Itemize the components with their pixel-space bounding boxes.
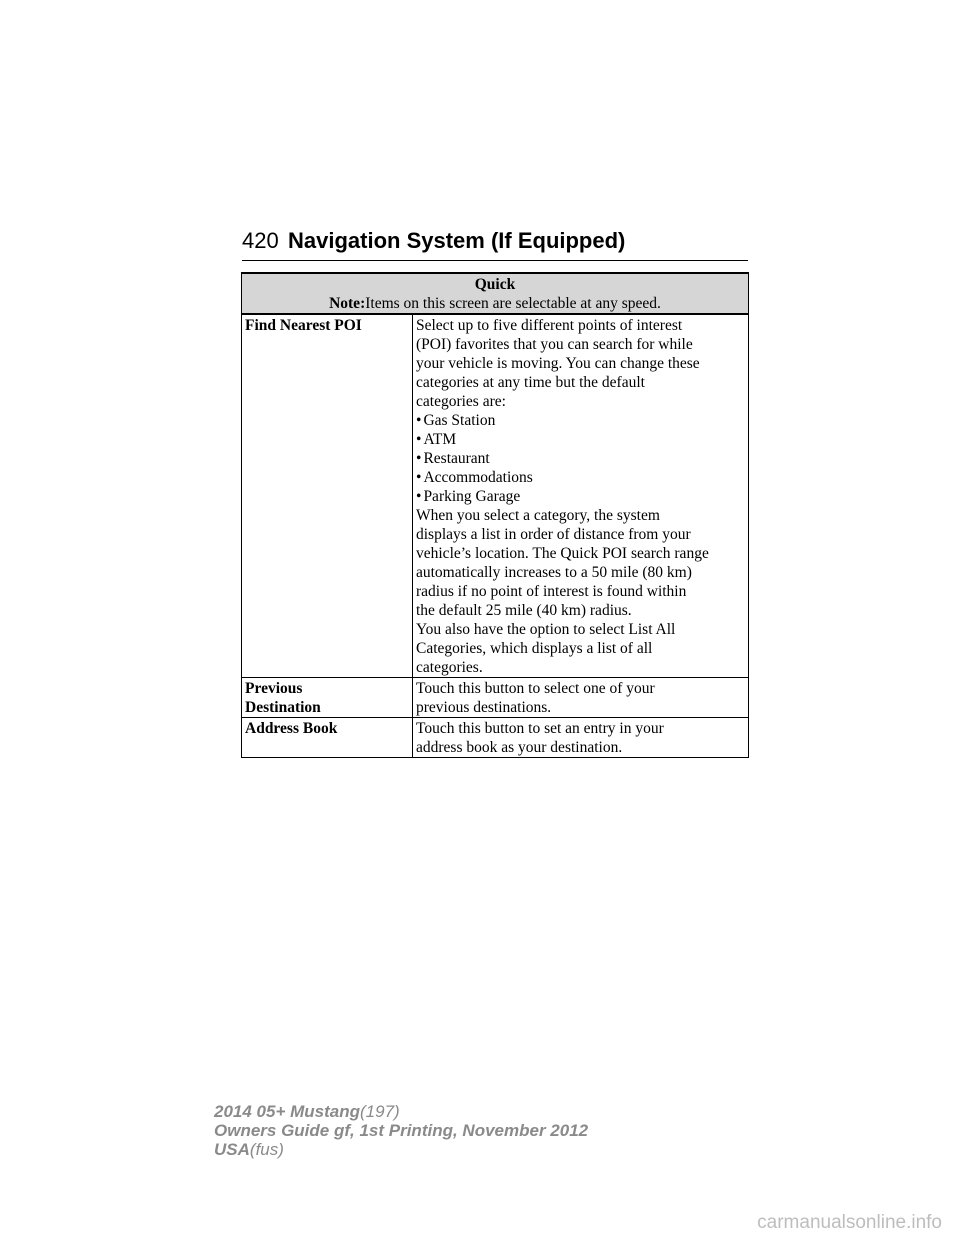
bullet-item: [416, 411, 745, 430]
desc-line: Touch this button to select one of your: [416, 680, 655, 697]
desc-line: Touch this button to set an entry in your: [416, 720, 664, 737]
desc-find-nearest-poi: [413, 314, 749, 678]
desc-line: You also have the option to select List All: [416, 621, 676, 638]
bullet-text: Accommodations: [423, 469, 533, 486]
table-heading: Quick: [474, 276, 516, 293]
desc-address-book: [413, 718, 749, 758]
term-previous-destination: [242, 678, 413, 718]
term-address-book: Address Book: [242, 718, 413, 758]
table-row: [242, 678, 749, 718]
bullet-item: [416, 487, 745, 506]
footer-line-1: [214, 1102, 588, 1121]
desc-previous-destination: [413, 678, 749, 718]
desc-line: categories are:: [416, 393, 506, 410]
term-line: Destination: [245, 699, 321, 716]
desc-line: categories.: [416, 659, 483, 676]
desc-line: your vehicle is moving. You can change these: [416, 355, 700, 372]
footer-market: USA: [214, 1140, 250, 1159]
bullet-text: ATM: [423, 431, 457, 448]
footer-printing: Owners Guide gf, 1st Printing, November 2012: [214, 1121, 589, 1140]
desc-line: the default 25 mile (40 km) radius.: [416, 602, 632, 619]
watermark: carmanualsonline.info: [757, 1212, 942, 1233]
footer-line-2: [214, 1121, 588, 1140]
table-header: [242, 273, 749, 314]
term-line: Previous: [245, 680, 303, 697]
note-text: Items on this screen are selectable at any speed.: [365, 295, 661, 312]
bullet-text: Gas Station: [423, 412, 496, 429]
bullet-item: [416, 430, 745, 449]
table-row: [242, 718, 749, 758]
desc-line: categories at any time but the default: [416, 374, 645, 391]
desc-line: automatically increases to a 50 mile (80 km): [416, 564, 692, 581]
footer-market-code: (fus): [249, 1140, 284, 1159]
page-number: 420: [242, 228, 279, 253]
footer-line-3: [214, 1140, 588, 1159]
quick-menu-table: [241, 272, 749, 758]
table-header-row: [242, 273, 749, 314]
page-header: [242, 226, 748, 261]
desc-line: previous destinations.: [416, 699, 552, 716]
desc-line: (POI) favorites that you can search for while: [416, 336, 693, 353]
print-footer: [214, 1102, 588, 1159]
desc-line: vehicle’s location. The Quick POI search range: [416, 545, 709, 562]
desc-line: Select up to five different points of interest: [416, 317, 683, 334]
bullet-item: [416, 468, 745, 487]
desc-line: radius if no point of interest is found within: [416, 583, 687, 600]
note-label: Note:: [329, 295, 366, 312]
desc-line: When you select a category, the system: [416, 507, 660, 524]
footer-model: 2014 05+ Mustang: [214, 1102, 360, 1121]
bullet-text: Restaurant: [423, 450, 490, 467]
bullet-item: [416, 449, 745, 468]
table-row: [242, 314, 749, 678]
term-find-nearest-poi: Find Nearest POI: [242, 314, 413, 678]
page-title: Navigation System (If Equipped): [288, 228, 626, 253]
footer-page-code: (197): [360, 1102, 400, 1121]
desc-line: displays a list in order of distance from your: [416, 526, 691, 543]
desc-line: address book as your destination.: [416, 739, 623, 756]
bullet-text: Parking Garage: [423, 488, 521, 505]
desc-line: Categories, which displays a list of all: [416, 640, 653, 657]
